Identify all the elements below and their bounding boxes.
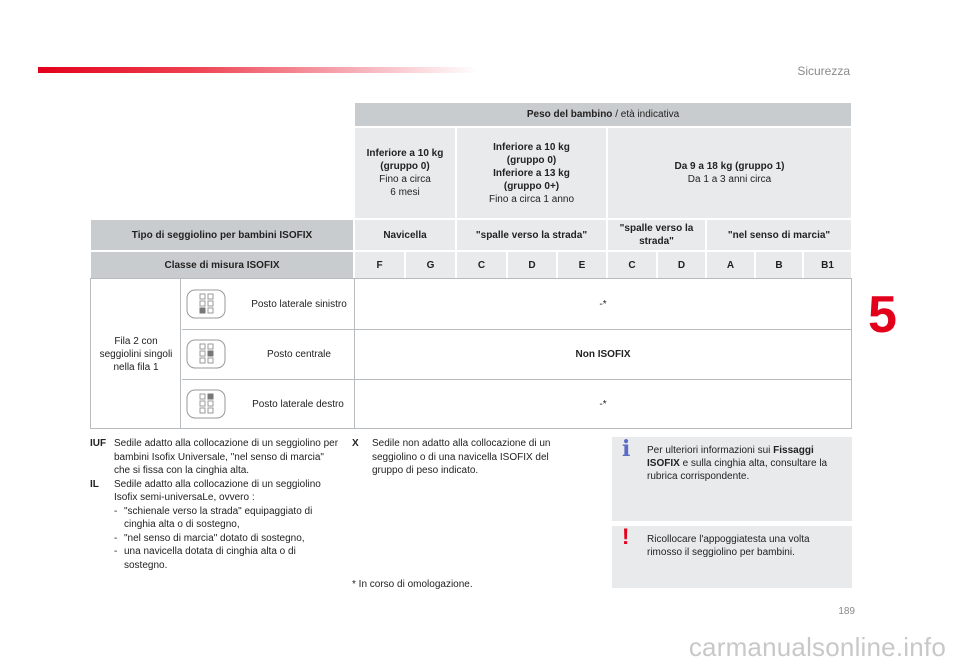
footnote: * In corso di omologazione. (352, 579, 473, 590)
class-cell: B (755, 251, 803, 279)
chapter-number: 5 (868, 286, 897, 344)
watermark: carmanualsonline.info (688, 632, 946, 662)
type-rear-facing-1: "spalle verso la strada" (456, 219, 607, 251)
car-seat-diagram-right-icon (186, 389, 226, 419)
header-accent-bar (38, 67, 478, 73)
section-title: Sicurezza (797, 64, 850, 78)
table-divider (180, 278, 181, 429)
seat-value-center: Non ISOFIX (354, 329, 852, 379)
class-cell: G (405, 251, 456, 279)
il-item: "schienale verso la strada" equipaggiato di cinghia alta o di sostegno, (124, 505, 313, 530)
group-header-1: Inferiore a 10 kg (gruppo 0) Inferiore a 13 kg (gruppo 0+) Fino a circa 1 anno (456, 127, 607, 219)
class-cell: C (456, 251, 507, 279)
notes-middle: X Sedile non adatto alla collocazione di un seggiolino o di una navicella ISOFIX del gruppo di peso indicato. (352, 437, 582, 478)
car-seat-diagram-center-icon (186, 339, 226, 369)
type-rear-facing-2: "spalle verso la strada" (607, 219, 706, 251)
class-cell: B1 (803, 251, 852, 279)
class-cell: D (507, 251, 557, 279)
page-number: 189 (838, 606, 855, 617)
type-label: Tipo di seggiolino per bambini ISOFIX (90, 219, 354, 251)
il-item: "nel senso di marcia" dotato di sostegno, (124, 532, 305, 544)
seat-row-center: Posto centrale (182, 329, 354, 379)
seat-value-left: -* (354, 279, 852, 329)
class-cell: F (354, 251, 405, 279)
type-forward-facing: "nel senso di marcia" (706, 219, 852, 251)
il-definition: Sedile adatto alla collocazione di un seggiolino Isofix semi-universaLe, ovvero : (114, 478, 321, 503)
iuf-definition: Sedile adatto alla collocazione di un seggiolino per bambini Isofix Universale, "nel senso di marcia" che si fissa con la cinghia alta. (114, 438, 339, 476)
info-box: i Per ulteriori informazioni sui Fissaggi ISOFIX e sulla cinghia alta, consultare la rubrica corrispondente. (612, 437, 852, 521)
type-navicella: Navicella (354, 219, 456, 251)
row-group-label: Fila 2 con seggiolini singoli nella fila 1 (99, 335, 173, 373)
group-header-2: Da 9 a 18 kg (gruppo 1) Da 1 a 3 anni circa (607, 127, 852, 219)
isofix-table (90, 102, 852, 429)
car-seat-diagram-left-icon (186, 289, 226, 319)
info-icon: i (622, 436, 631, 462)
notes-left: IUF Sedile adatto alla collocazione di un seggiolino per bambini Isofix Universale, "nel senso di marcia" che si fissa con la cinghia alta. IL Sedile adatto alla collocazione di un seggiolino Isofix semi-universaLe, ovvero : - "schienale verso la strada" equipaggiato di cinghia alta o di sostegno, - "nel senso di marcia" dotato di sostegno, - una navicella dotata di cinghia alta o di sostegno. (90, 438, 339, 571)
warning-icon: ! (622, 524, 630, 549)
seat-row-left: Posto laterale sinistro (182, 279, 354, 329)
x-definition: Sedile non adatto alla collocazione di un seggiolino o di una navicella ISOFIX del gruppo di peso indicato. (372, 438, 551, 476)
class-cell: D (657, 251, 706, 279)
class-cell: C (607, 251, 657, 279)
seat-value-right: -* (354, 379, 852, 429)
class-cell: A (706, 251, 755, 279)
group-header-0: Inferiore a 10 kg (gruppo 0) Fino a circa 6 mesi (354, 127, 456, 219)
warning-box: ! Ricollocare l'appoggiatesta una volta rimosso il seggiolino per bambini. (612, 526, 852, 588)
table-divider (354, 278, 355, 429)
weight-header: Peso del bambino / età indicativa (354, 102, 852, 127)
class-cell: E (557, 251, 607, 279)
seat-row-right: Posto laterale destro (182, 379, 354, 429)
il-item: una navicella dotata di cinghia alta o di sostegno. (124, 546, 296, 571)
class-label: Classe di misura ISOFIX (90, 251, 354, 279)
